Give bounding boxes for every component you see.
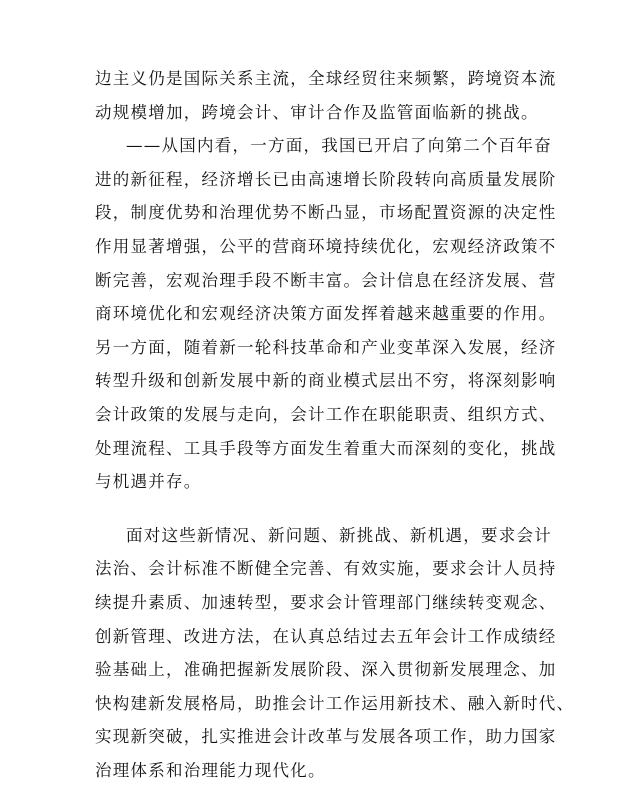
text-line: 进的新征程，经济增长已由高速增长阶段转向高质量发展阶 [95,169,557,189]
text-line: 快构建新发展格局，助推会计工作运用新技术、融入新时代、 [95,693,575,713]
text-line: 实现新突破，扎实推进会计改革与发展各项工作，助力国家 [95,727,557,747]
text-line: 会计政策的发展与走向，会计工作在职能职责、组织方式、 [95,404,557,424]
paragraph-3 [95,519,575,788]
text-line: 与机遇并存。 [95,472,202,492]
text-line: 续提升素质、加速转型，要求会计管理部门继续转变观念、 [95,592,557,612]
text-line: 段，制度优势和治理优势不断凸显，市场配置资源的决定性 [95,203,557,223]
text-line: 断完善，宏观治理手段不断丰富。会计信息在经济发展、营 [95,270,557,290]
text-line: 作用显著增强，公平的营商环境持续优化，宏观经济政策不 [95,236,557,256]
text-line: 处理流程、工具手段等方面发生着重大而深刻的变化，挑战 [95,438,557,458]
text-line: 动规模增加，跨境会计、审计合作及监管面临新的挑战。 [95,102,539,122]
text-line: 另一方面，随着新一轮科技革命和产业变革深入发展，经济 [95,337,557,357]
text-line: 验基础上，准确把握新发展阶段、深入贯彻新发展理念、加 [95,660,557,680]
paragraph-2 [95,129,557,499]
text-line: 法治、会计标准不断健全完善、有效实施，要求会计人员持 [95,559,557,579]
paragraph-1 [95,62,557,129]
text-line: 创新管理、改进方法，在认真总结过去五年会计工作成绩经 [95,626,557,646]
text-line: 治理体系和治理能力现代化。 [95,760,326,780]
text-line: ——从国内看，一方面，我国已开启了向第二个百年奋 [126,136,552,156]
text-line: 商环境优化和宏观经济决策方面发挥着越来越重要的作用。 [95,304,557,324]
paragraph-gap [95,499,545,519]
text-line: 面对这些新情况、新问题、新挑战、新机遇，要求会计 [126,525,552,545]
text-line: 边主义仍是国际关系主流，全球经贸往来频繁，跨境资本流 [95,69,557,88]
text-line: 转型升级和创新发展中新的商业模式层出不穷，将深刻影响 [95,371,557,391]
document-body [95,62,575,787]
